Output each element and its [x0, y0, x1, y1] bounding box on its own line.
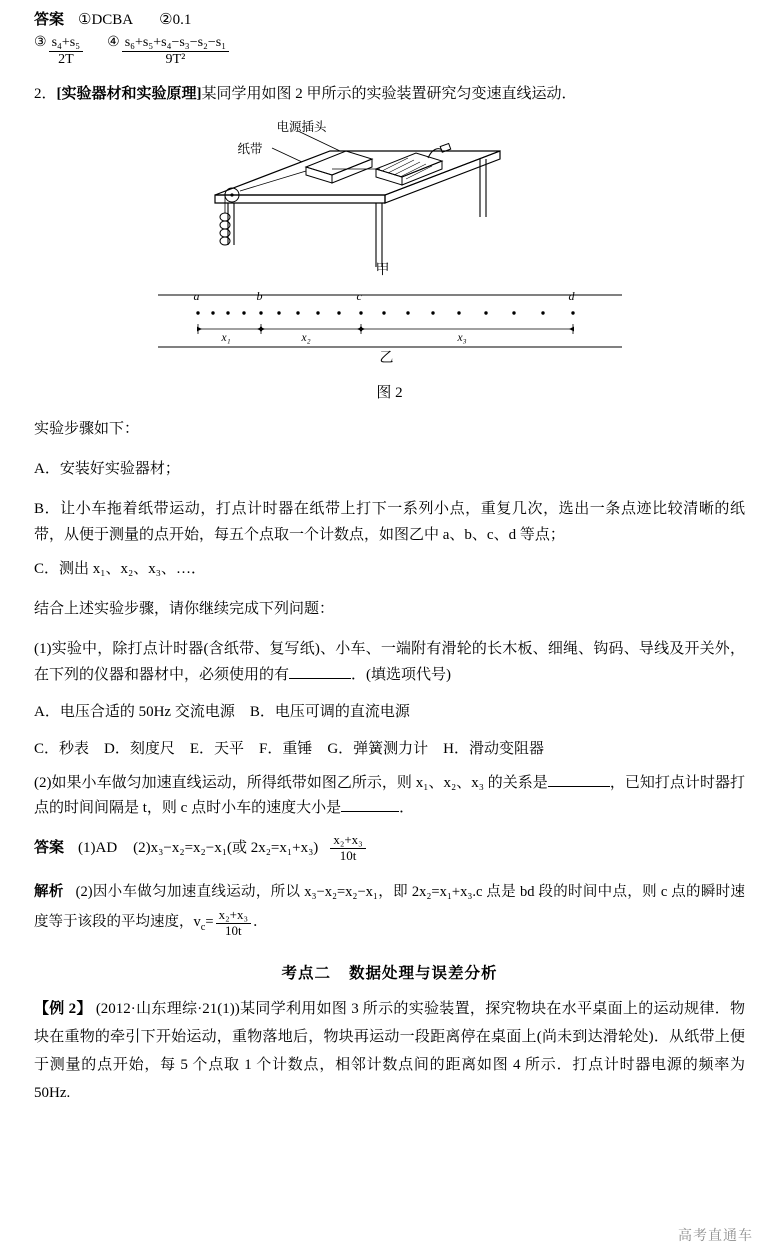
answer-item-3-fraction [49, 35, 84, 67]
example-tag: 【例 2】 [34, 1001, 92, 1018]
option-row-1: A．电压合适的 50Hz 交流电源 B．电压可调的直流电源 [34, 704, 410, 721]
answers-fraction-row [34, 34, 745, 67]
step-b: B．让小车拖着纸带运动，打点计时器在纸带上打下一系列小点，重复几次，选出一条点迹比较清晰的纸带，从便于测量的点开始，每五个点取一个计数点，如图乙中 a、b、c、d 等点； [34, 501, 745, 544]
figure-jia-label: 甲 [375, 263, 390, 279]
analysis-text: (2)因小车做匀加速直线运动，所以 x₃−x₂=x₂−x₁，即 2x₂=x₁+x₃.c 点是 bd 段的时间中点，则 c 点的瞬时速度等于该段的平均速度，v [34, 884, 745, 931]
fraction-numerator: s₄+s₅ [49, 35, 84, 52]
fraction-denominator: 10t [224, 922, 242, 938]
figure-2 [34, 117, 745, 402]
option-row-2: C．秒表 D．刻度尺 E．天平 F．重锤 G．弹簧测力计 H．滑动变阻器 [34, 741, 545, 758]
fraction-numerator: x₂+x₃ [330, 833, 365, 849]
example-source: (2012·山东理综·21(1)) [95, 1001, 240, 1018]
question-1-blank [289, 665, 351, 679]
answer-item-1: ①DCBA [78, 12, 134, 28]
tape-x2-label: x₂ [301, 332, 311, 345]
problem-2-statement [34, 81, 745, 107]
tape-x1-label: x₁ [221, 332, 231, 345]
problem-tag: [实验器材和实验原理] [56, 86, 202, 103]
watermark: 高考直通车 [678, 1229, 753, 1244]
fraction-denominator: 2T [58, 51, 74, 67]
question-2-text-mid: ，已知打点计时器打点的时间间隔是 t，则 c 点时小车的速度大小是 [34, 775, 745, 817]
tape-label: 纸带 [237, 142, 263, 157]
answer-item-3-mark: ③ [34, 35, 47, 50]
step-c: C．测出 x₁、x₂、x₃、…． [34, 561, 206, 578]
question-2-blank-2 [341, 798, 399, 812]
apparatus-svg [180, 117, 600, 287]
tape-point-a: a [193, 289, 200, 304]
fraction-denominator: 9T² [165, 51, 186, 67]
question-2-text-tail: ． [399, 800, 415, 817]
step-a: A．安装好实验器材； [34, 461, 180, 478]
question-2 [34, 771, 745, 821]
answer-2-part-1: (1)AD [78, 840, 118, 857]
analysis-label: 解析 [34, 884, 64, 901]
questions-lead: 结合上述实验步骤，请你继续完成下列问题： [34, 601, 335, 618]
fraction-denominator: 10t [339, 847, 357, 863]
problem-number: 2． [34, 86, 57, 103]
analysis-block [34, 877, 745, 943]
question-1 [34, 636, 745, 688]
tape-point-d: d [568, 289, 575, 304]
problem-text: 某同学用如图 2 甲所示的实验装置研究匀变速直线运动． [201, 86, 577, 103]
figure-2-caption: 图 2 [376, 385, 403, 402]
tape-strip-diagram [150, 291, 630, 369]
question-2-blank-1 [548, 773, 610, 787]
answer-2-fraction [330, 833, 365, 863]
analysis-equals: = [205, 914, 214, 931]
analysis-fraction [216, 908, 251, 938]
answer-item-2: ②0.1 [159, 12, 192, 28]
answer-2-part-2: (2)x₃−x₂=x₂−x₁(或 2x₂=x₁+x₃) [133, 840, 319, 857]
tape-x3-label: x₃ [457, 332, 467, 345]
answer-item-4-fraction [122, 35, 229, 67]
power-plug-label: 电源插头 [276, 120, 327, 135]
fraction-numerator: s₆+s₅+s₄−s₃−s₂−s₁ [122, 35, 229, 52]
section-label: 考点二 [281, 965, 331, 983]
tape-point-b: b [256, 289, 263, 304]
question-1-text: (1)实验中，除打点计时器(含纸带、复写纸)、小车、一端附有滑轮的长木板、细绳、钩码、导线及开关外，在下列的仪器和器材中，必须使用的有 [34, 641, 745, 684]
apparatus-diagram [180, 117, 600, 287]
answer-label: 答案 [34, 12, 65, 28]
steps-intro: 实验步骤如下： [34, 421, 140, 438]
answers-top-row [34, 10, 745, 30]
answer-item-4-mark: ④ [107, 35, 120, 50]
fraction-numerator: x₂+x₃ [216, 908, 251, 924]
example-text: 某同学利用如图 3 所示的实验装置，探究物块在水平桌面上的运动规律．物块在重物的牵引下开始运动，重物落地后，物块再运动一段距离停在桌面上(尚未到达滑轮处)．从纸带上便于测量的点开始，每 5 个点取 1 个计数点，相邻计数点间的距离如图 4 所示．打点计时器电源的频率为 50Hz. [34, 1001, 745, 1102]
answer-2-label: 答案 [34, 840, 65, 857]
section-heading [34, 961, 745, 983]
question-1-text-tail: ．(填选项代号) [351, 667, 452, 684]
question-2-text: (2)如果小车做匀加速直线运动，所得纸带如图乙所示，则 x₁、x₂、x₃ 的关系是 [34, 775, 548, 792]
example-2 [34, 995, 745, 1107]
section-title-text: 数据处理与误差分析 [349, 965, 498, 983]
figure-yi-label: 乙 [379, 351, 394, 367]
analysis-subscript: c [200, 922, 206, 934]
tape-point-c: c [356, 289, 362, 304]
answer-2-block [34, 833, 745, 863]
analysis-tail: ． [252, 914, 268, 931]
